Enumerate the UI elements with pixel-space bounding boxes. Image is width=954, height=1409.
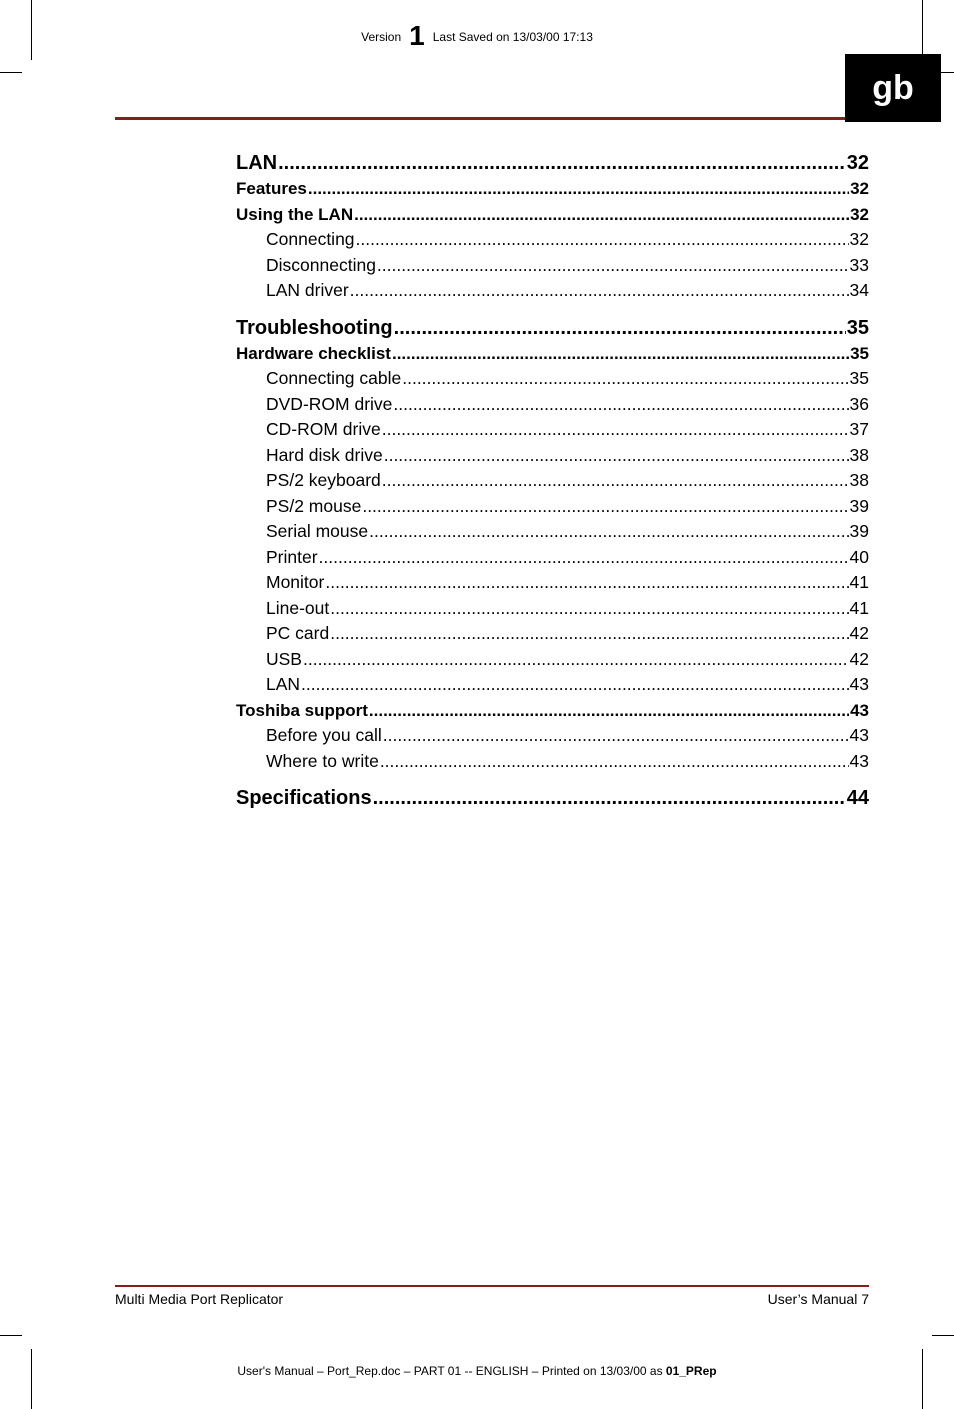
footer-title: Multi Media Port Replicator — [115, 1291, 284, 1307]
toc-entry — [236, 647, 869, 673]
toc-dot-leader — [393, 392, 848, 418]
toc-entry-page: 41 — [849, 597, 869, 618]
header-rule — [115, 117, 845, 120]
toc-entry — [236, 253, 869, 279]
toc-dot-leader — [392, 341, 849, 367]
toc-entry-title: Specifications — [236, 787, 372, 809]
toc-entry-title: Connecting — [266, 229, 355, 249]
version-label: Version — [361, 30, 402, 44]
print-info-text: User's Manual – Port_Rep.doc – PART 01 -- ENGLISH – Printed on 13/03/00 as — [237, 1364, 666, 1378]
toc-entry-page: 42 — [849, 648, 869, 669]
toc-entry-title: Features — [236, 179, 307, 198]
toc-entry-page: 34 — [849, 280, 869, 300]
toc-entry-title: Connecting cable — [266, 368, 402, 388]
toc-entry — [236, 392, 869, 418]
toc-entry — [236, 570, 869, 596]
toc-entry-title: CD-ROM drive — [266, 419, 381, 439]
toc-dot-leader — [325, 570, 848, 596]
toc-entry-page: 35 — [850, 343, 869, 363]
toc-dot-leader — [402, 366, 848, 392]
language-tab: gb — [845, 54, 941, 122]
last-saved: Last Saved on 13/03/00 17:13 — [432, 30, 593, 44]
crop-mark — [0, 1335, 22, 1336]
toc-dot-leader — [354, 202, 849, 228]
toc-entry — [236, 672, 869, 698]
toc-entry — [236, 315, 869, 341]
toc-entry — [236, 494, 869, 520]
toc-entry-page: 43 — [850, 700, 869, 720]
toc-entry-title: PS/2 mouse — [266, 495, 362, 516]
toc-entry-page: 43 — [849, 750, 869, 771]
toc-entry-page: 38 — [849, 470, 869, 490]
crop-mark — [0, 72, 22, 73]
footer-rule — [115, 1285, 869, 1287]
toc-entry-title: Disconnecting — [266, 254, 376, 275]
toc-entry-title: DVD-ROM drive — [266, 393, 393, 414]
print-file: 01_PRep — [665, 1364, 717, 1378]
toc-entry — [236, 341, 869, 367]
toc-entry — [236, 366, 869, 392]
toc-dot-leader — [301, 672, 848, 698]
toc-entry-page: 43 — [849, 725, 869, 745]
toc-entry-title: Where to write — [266, 750, 379, 771]
toc-entry — [236, 227, 869, 253]
toc-entry-title: Printer — [266, 546, 318, 567]
toc-entry-title: Hardware checklist — [236, 343, 391, 363]
toc-entry — [236, 749, 869, 775]
toc-entry-title: Toshiba support — [236, 700, 368, 720]
toc-entry-page: 32 — [850, 204, 869, 224]
toc-entry — [236, 176, 869, 202]
toc-dot-leader — [356, 227, 849, 253]
toc-entry-page: 39 — [849, 521, 869, 541]
toc-entry — [236, 545, 869, 571]
toc-entry-title: Using the LAN — [236, 204, 354, 224]
toc-dot-leader — [394, 315, 846, 341]
toc-entry-page: 32 — [846, 152, 869, 174]
toc-entry — [236, 443, 869, 469]
toc-dot-leader — [382, 468, 849, 494]
crop-mark — [932, 1335, 954, 1336]
toc-dot-leader — [278, 150, 846, 176]
toc-entry — [236, 698, 869, 724]
toc-entry-page: 44 — [846, 787, 869, 809]
toc-dot-leader — [362, 494, 848, 520]
toc-entry-title: LAN driver — [266, 280, 349, 300]
toc-dot-leader — [383, 723, 849, 749]
toc-entry — [236, 417, 869, 443]
crop-mark — [922, 1349, 923, 1409]
toc-entry-title: USB — [266, 648, 302, 669]
toc-entry-page: 42 — [849, 623, 869, 643]
toc-entry — [236, 150, 869, 176]
toc-entry — [236, 468, 869, 494]
toc-entry-title: Troubleshooting — [236, 316, 393, 339]
toc-entry — [236, 621, 869, 647]
toc-entry-page: 37 — [849, 419, 869, 439]
toc-dot-leader — [380, 749, 849, 775]
toc-dot-leader — [369, 519, 848, 545]
toc-dot-leader — [330, 621, 848, 647]
toc-dot-leader — [319, 545, 849, 571]
toc-dot-leader — [382, 417, 849, 443]
toc-entry-page: 41 — [849, 572, 869, 592]
toc-entry-page: 32 — [850, 179, 869, 198]
toc-entry-page: 38 — [849, 444, 869, 465]
toc-entry-page: 35 — [849, 368, 869, 388]
toc-entry-page: 39 — [849, 495, 869, 516]
toc-entry — [236, 202, 869, 228]
toc-dot-leader — [377, 253, 849, 279]
toc-entry-page: 36 — [849, 393, 869, 414]
version-line — [0, 20, 954, 52]
toc-entry — [236, 785, 869, 811]
toc-entry-title: Line-out — [266, 597, 330, 618]
toc-entry-title: PS/2 keyboard — [266, 470, 381, 490]
version-number: 1 — [409, 20, 425, 51]
toc-entry-title: Hard disk drive — [266, 444, 383, 465]
toc-entry-title: Before you call — [266, 725, 382, 745]
toc-dot-leader — [369, 698, 849, 724]
toc-dot-leader — [384, 443, 849, 469]
toc-entry-page: 40 — [849, 546, 869, 567]
toc-entry-title: Serial mouse — [266, 521, 369, 541]
toc-entry — [236, 519, 869, 545]
toc-entry-page: 43 — [849, 674, 869, 694]
toc-entry-page: 32 — [849, 229, 869, 249]
print-info — [0, 1364, 954, 1378]
toc-dot-leader — [330, 596, 848, 622]
toc-entry-page: 35 — [846, 316, 869, 339]
toc-entry-title: LAN — [266, 674, 301, 694]
toc-dot-leader — [303, 647, 849, 673]
footer-page: User’s Manual 7 — [767, 1291, 869, 1307]
toc-dot-leader — [373, 785, 846, 811]
toc-entry-title: LAN — [236, 152, 278, 174]
toc-entry — [236, 596, 869, 622]
toc-dot-leader — [350, 278, 849, 304]
toc-entry — [236, 723, 869, 749]
toc-entry-title: Monitor — [266, 572, 325, 592]
toc-entry — [236, 278, 869, 304]
crop-mark — [31, 1349, 32, 1409]
toc-entry-page: 33 — [849, 254, 869, 275]
table-of-contents — [236, 150, 869, 811]
toc-dot-leader — [308, 176, 849, 202]
toc-entry-title: PC card — [266, 623, 330, 643]
